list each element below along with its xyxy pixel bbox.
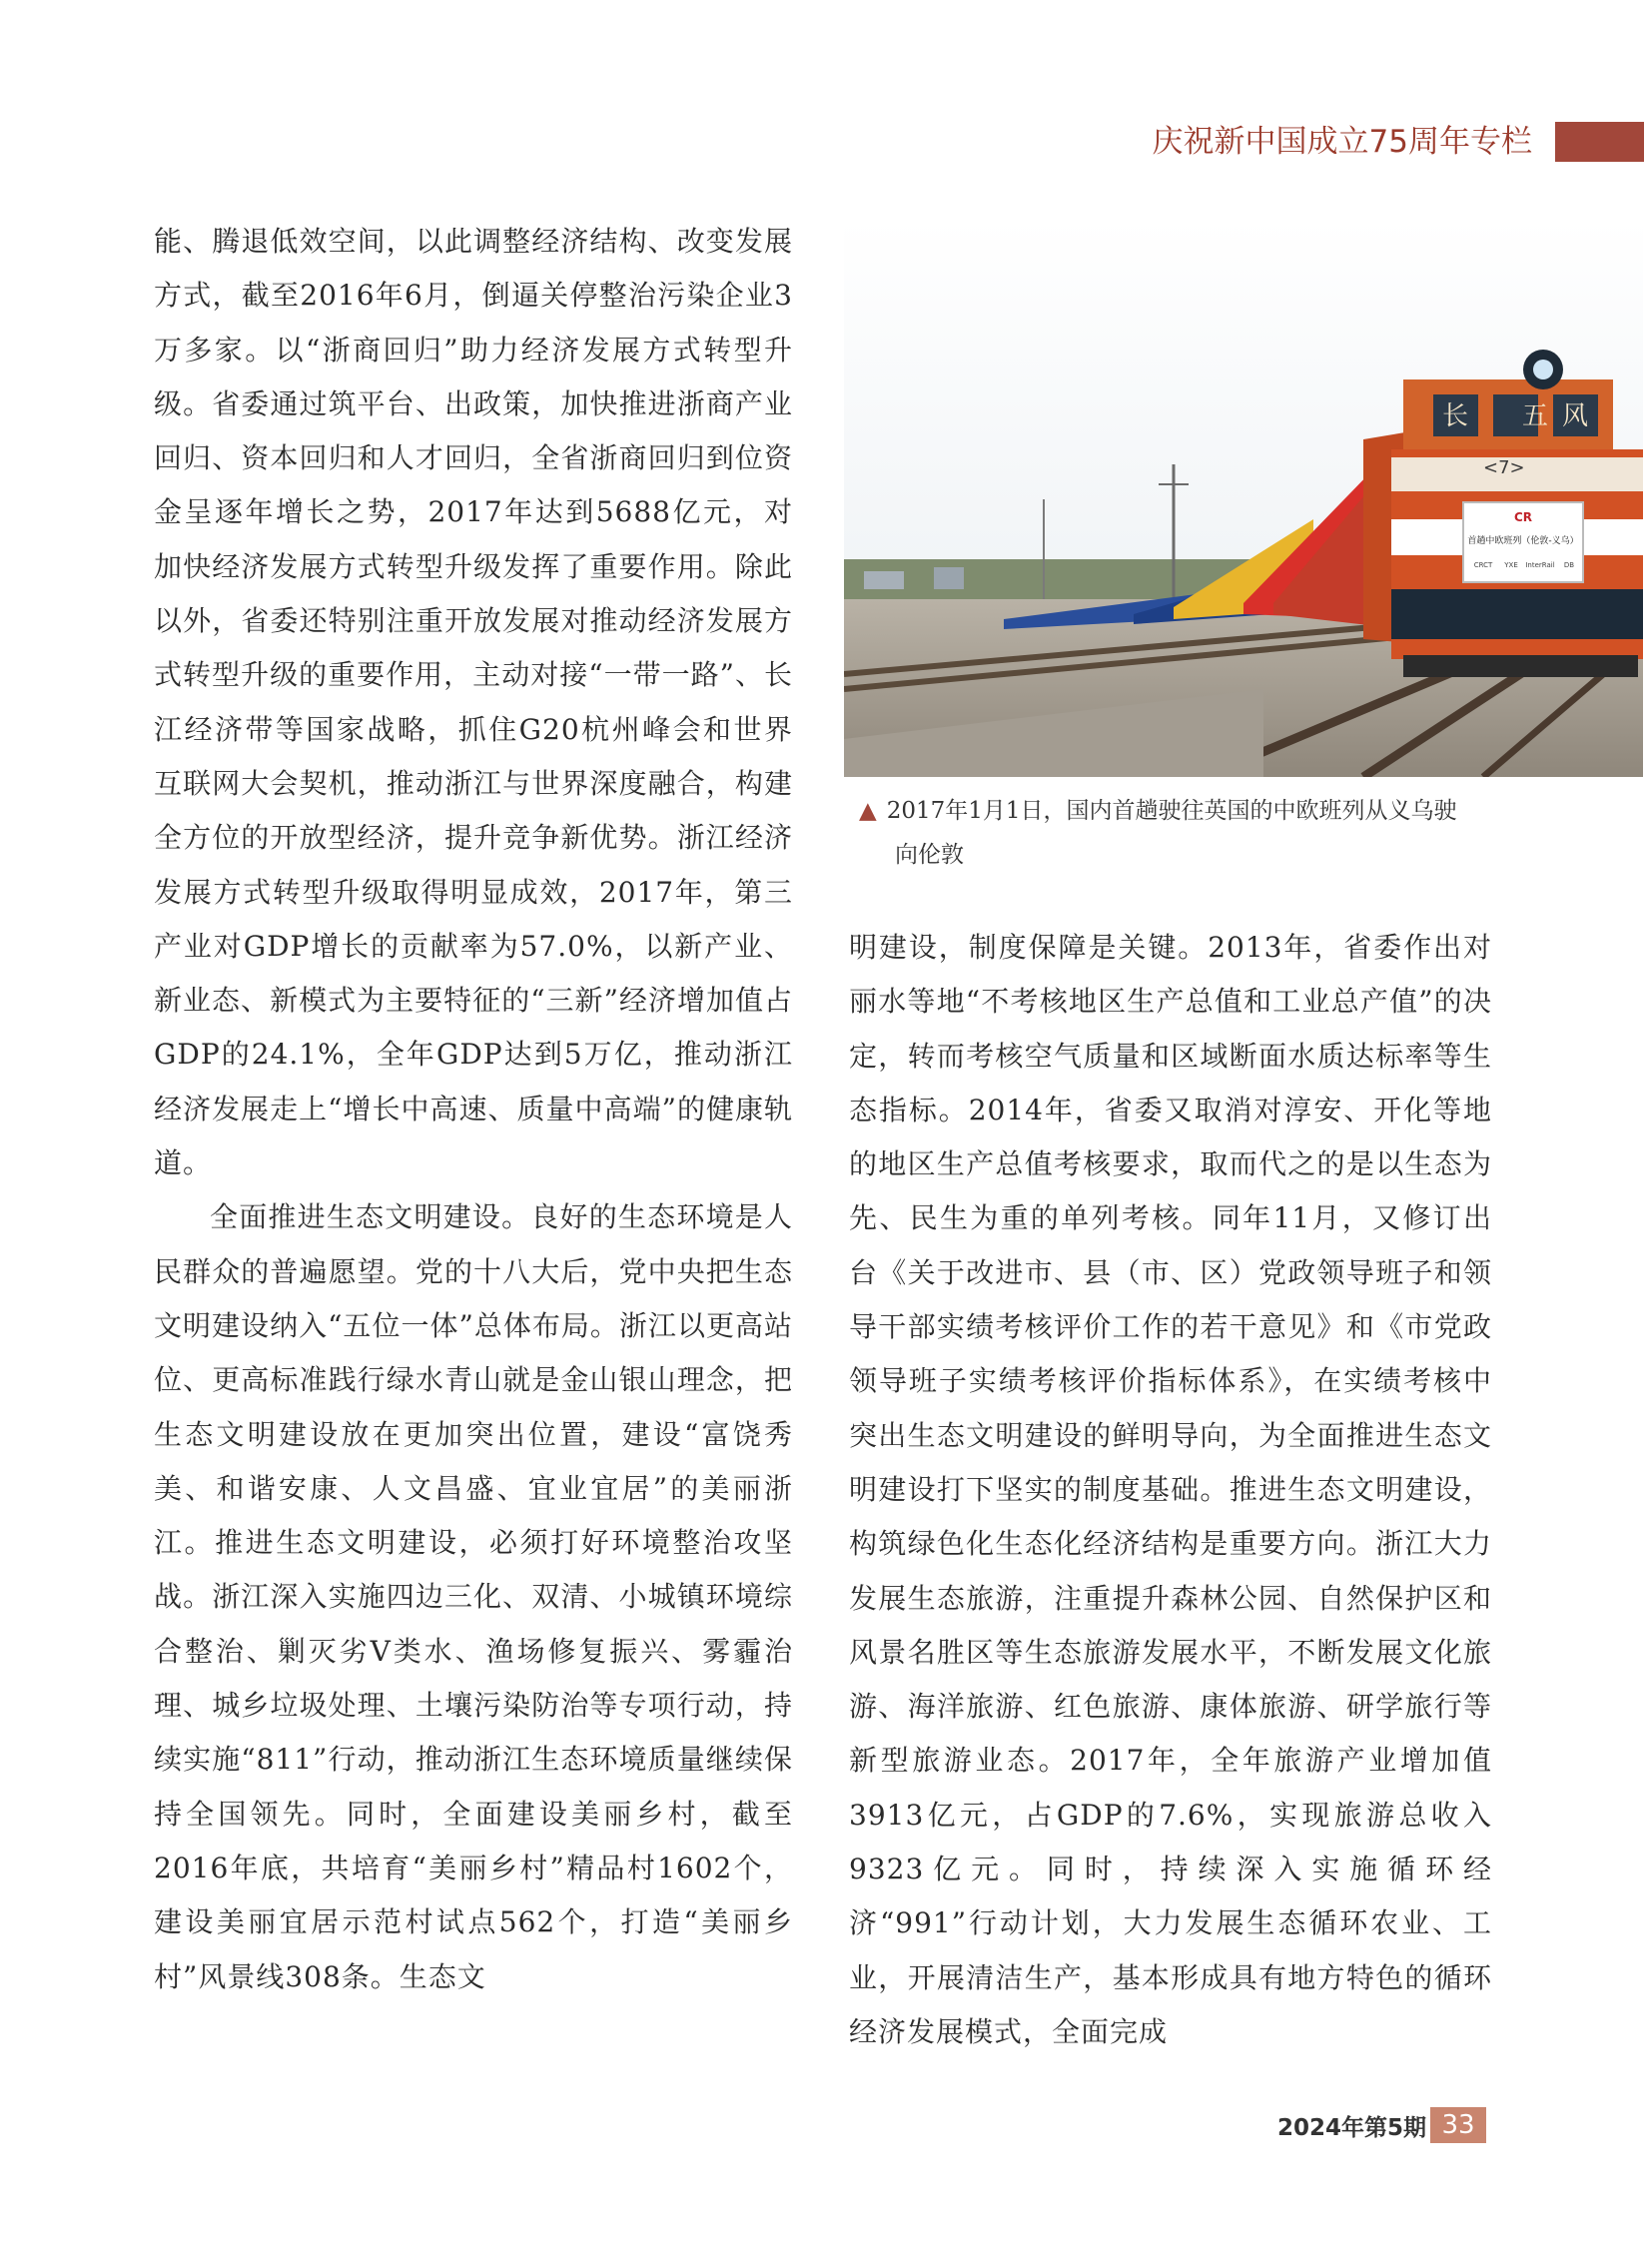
caption-line: 向伦敦	[895, 842, 964, 868]
caption-line: 2017年1月1日，国内首趟驶往英国的中欧班列从义乌驶	[886, 798, 1457, 824]
triangle-icon: ▲	[859, 798, 877, 824]
svg-text:风: 风	[1561, 401, 1589, 431]
sign-partner: CRCT	[1473, 561, 1493, 569]
paragraph: 明建设，制度保障是关键。2013年，省委作出对丽水等地“不考核地区生产总值和工业总产值”的决定，转而考核空气质量和区域断面水质达标率等生态指标。2014年，省委又取消对淳安、开化等地的地区生产总值考核要求，取而代之的是以生态为先、民生为重的单列考核。同年11月，又修订出台《关于改进市、县（市、区）党政领导班子和领导干部实绩考核评价工作的若干意见》和《市党政领导班子实绩考核评价指标体系》，在实绩考核中突出生态文明建设的鲜明导向，为全面推进生态文明建设打下坚实的制度基础。推进生态文明建设，构筑绿色化生态化经济结构是重要方向。浙江大力发展生态旅游，注重提升森林公园、自然保护区和风景名胜区等生态旅游发展水平，不断发展文化旅游、海洋旅游、红色旅游、康体旅游、研学旅行等新型旅游业态。2017年，全年旅游产业增加值3913亿元，占GDP的7.6%，实现旅游总收入9323亿元。同时，持续深入实施循环经济“991”行动计划，大力发展生态循环农业、工业，开展清洁生产，基本形成具有地方特色的循环经济发展模式，全面完成	[849, 931, 1492, 2048]
page-footer	[0, 2107, 1652, 2147]
left-column	[154, 215, 793, 2004]
sign-title: 首趟中欧班列（伦敦-义乌）	[1467, 536, 1579, 546]
paragraph: 全面推进生态文明建设。良好的生态环境是人民群众的普遍愿望。党的十八大后，党中央把生态文明建设纳入“五位一体”总体布局。浙江以更高站位、更高标准践行绿水青山就是金山银山理念，把生态文明建设放在更加突出位置，建设“富饶秀美、和谐安康、人文昌盛、宜业宜居”的美丽浙江。推进生态文明建设，必须打好环境整治攻坚战。浙江深入实施四边三化、双清、小城镇环境综合整治、剿灭劣V类水、渔场修复振兴、雾霾治理、城乡垃圾处理、土壤污染防治等专项行动，持续实施“811”行动，推动浙江生态环境质量继续保持全国领先。同时，全面建设美丽乡村，截至2016年底，共培育“美丽乡村”精品村1602个，建设美丽宜居示范村试点562个，打造“美丽乡村”风景线308条。生态文	[154, 1200, 793, 1993]
cab-text: 长	[1441, 401, 1469, 431]
right-column	[849, 921, 1492, 2059]
sign-partner: YXE	[1504, 561, 1518, 569]
page-number: 33	[1430, 2107, 1486, 2143]
svg-text:五: 五	[1521, 401, 1549, 431]
sign-partner: InterRail	[1525, 561, 1555, 569]
number-plate: <7>	[1483, 457, 1525, 478]
paragraph: 能、腾退低效空间，以此调整经济结构、改变发展方式，截至2016年6月，倒逼关停整治污染企业3万多家。以“浙商回归”助力经济发展方式转型升级。省委通过筑平台、出政策，加快推进浙商产业回归、资本回归和人才回归，全省浙商回归到位资金呈逐年增长之势，2017年达到5688亿元，对加快经济发展方式转型升级发挥了重要作用。除此以外，省委还特别注重开放发展对推动经济发展方式转型升级的重要作用，主动对接“一带一路”、长江经济带等国家战略，抓住G20杭州峰会和世界互联网大会契机，推动浙江与世界深度融合，构建全方位的开放型经济，提升竞争新优势。浙江经济发展方式转型升级取得明显成效，2017年，第三产业对GDP增长的贡献率为57.0%，以新产业、新业态、新模式为主要特征的“三新”经济增加值占GDP的24.1%，全年GDP达到5万亿，推动浙江经济发展走上“增长中高速、质量中高端”的健康轨道。	[154, 225, 793, 1180]
sign-partner: DB	[1563, 561, 1575, 569]
column-title: 庆祝新中国成立75周年专栏	[1152, 124, 1532, 160]
issue-label: 2024年第5期	[1276, 2115, 1426, 2141]
header-color-bar	[1555, 122, 1644, 162]
train-photo	[844, 220, 1643, 777]
photo-caption	[859, 789, 1498, 877]
page-header	[0, 120, 1652, 164]
sign-logo: CR	[1513, 510, 1533, 524]
